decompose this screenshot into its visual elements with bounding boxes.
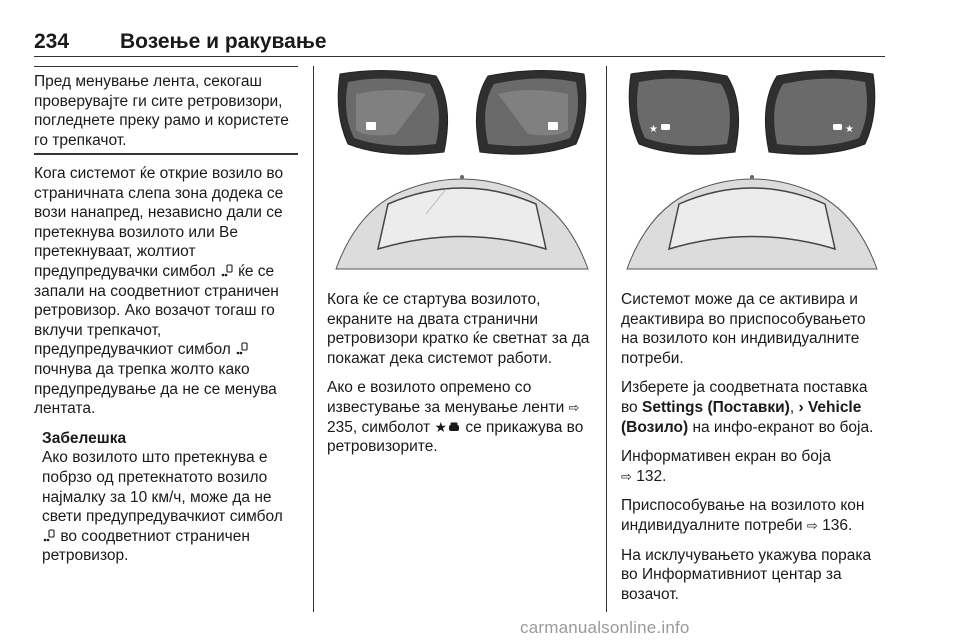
right-para3-ref: 132.: [636, 467, 667, 485]
middle-para2-ref: 235, симболот: [327, 418, 431, 436]
chevron-right-icon: ›: [798, 398, 804, 416]
right-paragraph-2: Изберете ја соодветната поставка во Settings (Поставки), › Vehicle (Возило) на инфо-екранот во боја.: [621, 379, 874, 436]
right-para2-part2: на инфо-екранот во боја.: [692, 418, 874, 436]
left-para1-part2: ќе се запали на соодветниот страничен ретровизор. Ако возачот тогаш го вклучи трепкачот, предупредувачкиот симбол: [34, 262, 279, 359]
warning-box: [34, 66, 298, 155]
car-icon: [447, 420, 461, 434]
middle-paragraph-1: Кога ќе се стартува возилото, екраните на двата странични ретровизори кратко ќе светнат за да покажат дека системот работи.: [327, 291, 590, 367]
vehicle-label: Vehicle (Возило): [621, 398, 862, 436]
note-part2: во соодветниот страничен ретровизор.: [42, 527, 250, 565]
right-paragraph-1: Системот може да се активира и деактивира во приспособувањето на возилото кон индивидуалните потреби.: [621, 291, 866, 367]
left-para1-part1: Кога системот ќе открие возило во страничната слепа зона додека се вози нанапред, независно дали се претекнува возилото или Ве претекнуваат, жолтиот предупредувачки симбол: [34, 165, 284, 280]
page-ref-icon: ⇨: [568, 399, 580, 415]
right-paragraph-4: [621, 496, 887, 535]
middle-para2-part1: Ако е возилото опремено со известување за менување ленти: [327, 379, 565, 416]
svg-text:★: ★: [845, 124, 854, 135]
page-ref-icon: ⇨: [806, 517, 818, 533]
right-column: [621, 290, 887, 614]
right-para3-line1: Информативен екран во боја: [621, 448, 831, 466]
mirror-illustration-1: [326, 64, 598, 274]
svg-text:★: ★: [649, 124, 658, 135]
mirror-figure-svg: [326, 64, 598, 274]
right-para4-part1: Приспособување на возилото кон индивидуалните потреби: [621, 497, 865, 534]
warning-text: Пред менување лента, секогаш проверувајте ги сите ретровизори, погледнете преку рамо и користете го трепкачот.: [34, 73, 289, 149]
settings-label: Settings (Поставки): [642, 398, 790, 416]
blind-spot-warning-icon: [220, 264, 234, 278]
note-part1: Ако возилото што претекнува е побрзо од претекнатото возило најмалку за 10 км/ч, може да не свети предупредувачкиот симбол: [42, 449, 283, 526]
right-paragraph-3: [621, 447, 887, 486]
left-para1-part3: почнува да трепка жолто како предупредување да не се менува лентата.: [34, 360, 277, 418]
page-ref-icon: ⇨: [621, 468, 632, 484]
note-body: [42, 448, 298, 566]
left-paragraph-1: [34, 164, 298, 419]
lane-change-star-icon: ★: [434, 418, 447, 435]
watermark: carmanualsonline.info: [520, 618, 690, 637]
header-rule: [34, 56, 885, 57]
blind-spot-warning-icon: [42, 529, 56, 543]
right-paragraph-5: На исклучувањето укажува порака во Информативниот центар за возачот.: [621, 546, 872, 603]
column-divider-2: [606, 66, 607, 612]
column-divider-1: [313, 66, 314, 612]
middle-column: [327, 290, 597, 467]
page-title: Возење и ракување: [120, 30, 327, 53]
right-para2-part1: Изберете ја соодветната поставка во: [621, 379, 868, 416]
middle-paragraph-2: [327, 378, 597, 456]
middle-para2-part2: се прикажува во ретровизорите.: [327, 418, 584, 456]
blind-spot-warning-icon: [235, 342, 249, 356]
mirror-figure-svg: [619, 64, 885, 274]
right-para4-ref: 136.: [822, 516, 853, 534]
left-column: [34, 164, 298, 566]
mirror-illustration-2: [619, 64, 885, 274]
note-title: Забелешка: [42, 429, 127, 447]
page-number: 234: [34, 30, 70, 53]
note-block: [42, 429, 298, 566]
